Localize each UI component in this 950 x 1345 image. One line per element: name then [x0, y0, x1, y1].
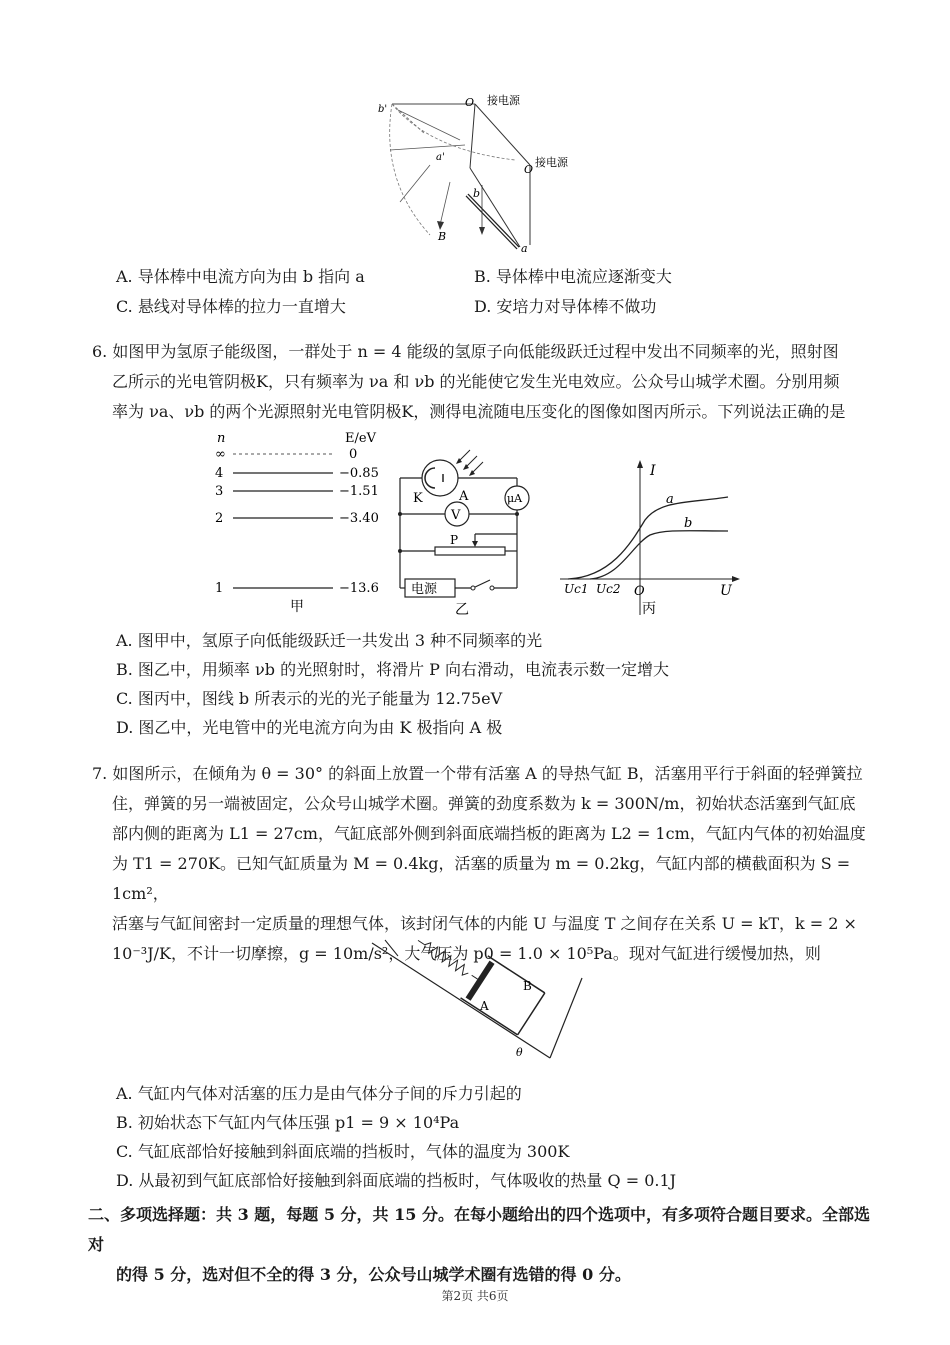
q7-option-b: B. 初始状态下气缸内气体压强 p1 = 9 × 10⁴Pa	[116, 1113, 460, 1132]
q6-energy-level-diagram	[205, 428, 395, 618]
q5-figure	[370, 90, 570, 255]
q7-stem-line-1: 7. 如图所示，在倾角为 θ = 30° 的斜面上放置一个带有活塞 A 的导热气缸 B，活塞用平行于斜面的轻弹簧拉	[92, 764, 863, 783]
energy-level-n: 4	[215, 466, 224, 481]
section-2-heading	[88, 1200, 878, 1290]
q7-stem-line-4: 为 T1 = 270K。已知气缸质量为 M = 0.4kg，活塞的质量为 m = 0.2kg，气缸内部的横截面积为 S = 1cm²，	[112, 854, 851, 903]
q7-stem-line-5: 活塞与气缸间密封一定质量的理想气体，该封闭气体的内能 U 与温度 T 之间存在关系 U = kT，k = 2 ×	[112, 914, 857, 933]
q5-bp-label: b'	[378, 104, 388, 115]
q6-jia-caption: 甲	[290, 599, 304, 615]
q5-ap-label: a'	[436, 152, 445, 163]
q5-power-label-1: 接电源	[487, 94, 520, 107]
q7-option-d: D. 从最初到气缸底部恰好接触到斜面底端的挡板时，气体吸收的热量 Q = 0.1J	[116, 1171, 677, 1190]
q6-yi-K-label: K	[413, 491, 423, 506]
section-2-line-2: 的得 5 分，选对但不全的得 3 分，公众号山城学术圈有选错的得 0 分。	[116, 1265, 631, 1284]
q6-yi-microammeter-label: μA	[507, 492, 523, 505]
q7-option-a: A. 气缸内气体对活塞的压力是由气体分子间的斥力引起的	[116, 1084, 522, 1103]
energy-level-n: 1	[215, 581, 224, 596]
q6-jia-col-n: n	[217, 431, 226, 446]
q5-power-label-2: 接电源	[535, 156, 568, 169]
q6-bing-curve-a-label: a	[666, 492, 674, 507]
q6-iu-graph	[560, 455, 750, 620]
q5-O1-label: O	[465, 96, 475, 109]
q6-circuit-diagram	[395, 448, 540, 618]
q6-option-c: C. 图丙中，图线 b 所表示的光的光子能量为 12.75eV	[116, 689, 503, 708]
q5-option-b: B. 导体棒中电流应逐渐变大	[474, 267, 672, 286]
q6-jia-col-E: E/eV	[345, 431, 376, 446]
q6-bing-O-label: O	[634, 584, 645, 599]
q6-yi-source-label: 电源	[411, 582, 438, 597]
q6-bing-Uc1-label: Uc1	[564, 582, 589, 596]
q6-yi-slider-label: P	[450, 533, 459, 547]
q6-yi-A-label: A	[459, 489, 469, 504]
q6-option-d: D. 图乙中，光电管中的光电流方向为由 K 极指向 A 极	[116, 718, 503, 737]
q6-jia-levels	[215, 447, 379, 596]
q5-O2-label: O	[524, 163, 534, 176]
q7-piston-label: A	[480, 999, 489, 1013]
q7-option-c: C. 气缸底部恰好接触到斜面底端的挡板时，气体的温度为 300K	[116, 1142, 570, 1161]
q5-b-label: b	[473, 187, 481, 200]
q7-stem-line-3: 部内侧的距离为 L1 = 27cm，气缸底部外侧到斜面底端挡板的距离为 L2 = 1cm，气缸内气体的初始温度	[112, 824, 866, 843]
section-2-line-1: 二、多项选择题：共 3 题，每题 5 分，共 15 分。在每小题给出的四个选项中，有多项符合题目要求。全部选对	[88, 1205, 870, 1254]
q7-angle-label: θ	[516, 1046, 523, 1059]
q7-figure	[370, 938, 595, 1068]
q6-yi-caption: 乙	[455, 602, 469, 618]
q5-a-label: a	[521, 242, 528, 255]
q6-stem	[92, 337, 872, 427]
q5-option-c: C. 悬线对导体棒的拉力一直增大	[116, 297, 346, 316]
page-footer: 第2页 共6页	[441, 1289, 509, 1303]
q6-stem-line-2: 乙所示的光电管阴极K，只有频率为 νa 和 νb 的光能使它发生光电效应。公众号山城学术圈。分别用频	[112, 372, 840, 391]
q6-option-a: A. 图甲中，氢原子向低能级跃迁一共发出 3 种不同频率的光	[116, 631, 543, 650]
energy-level-E: −3.40	[339, 511, 379, 526]
q6-bing-curve-b-label: b	[684, 516, 693, 531]
q6-stem-line-3: 率为 νa、νb 的两个光源照射光电管阴极K，测得电流随电压变化的图像如图丙所示。下列说法正确的是	[112, 402, 846, 421]
q5-option-d: D. 安培力对导体棒不做功	[474, 297, 657, 316]
q6-option-b: B. 图乙中，用频率 νb 的光照射时，将滑片 P 向右滑动，电流表示数一定增大	[116, 660, 670, 679]
q6-bing-Uc2-label: Uc2	[596, 582, 621, 596]
q6-bing-U-label: U	[720, 583, 732, 599]
energy-level-n: ∞	[215, 447, 226, 462]
q7-stem-line-2: 住，弹簧的另一端被固定，公众号山城学术圈。弹簧的劲度系数为 k = 300N/m，初始状态活塞到气缸底	[112, 794, 856, 813]
q5-option-a: A. 导体棒中电流方向为由 b 指向 a	[116, 267, 365, 286]
energy-level-n: 2	[215, 511, 224, 526]
q7-stem-line-6: 10⁻³J/K，不计一切摩擦，g = 10m/s²，大气压为 p0 = 1.0 × 10⁵Pa。现对气缸进行缓慢加热，则	[112, 944, 821, 963]
q6-yi-voltmeter-label: V	[451, 508, 461, 523]
q6-stem-line-1: 6. 如图甲为氢原子能级图，一群处于 n = 4 能级的氢原子向低能级跃迁过程中发出不同频率的光，照射图	[92, 342, 839, 361]
q6-bing-I-label: I	[650, 463, 656, 479]
energy-level-n: 3	[215, 484, 224, 499]
energy-level-E: −1.51	[339, 484, 379, 499]
energy-level-E: 0	[349, 447, 358, 462]
q7-cylinder-label: B	[523, 979, 532, 993]
q6-bing-caption: 丙	[642, 601, 656, 617]
energy-level-E: −0.85	[339, 466, 379, 481]
q5-B-label: B	[438, 230, 447, 243]
energy-level-E: −13.6	[339, 581, 379, 596]
